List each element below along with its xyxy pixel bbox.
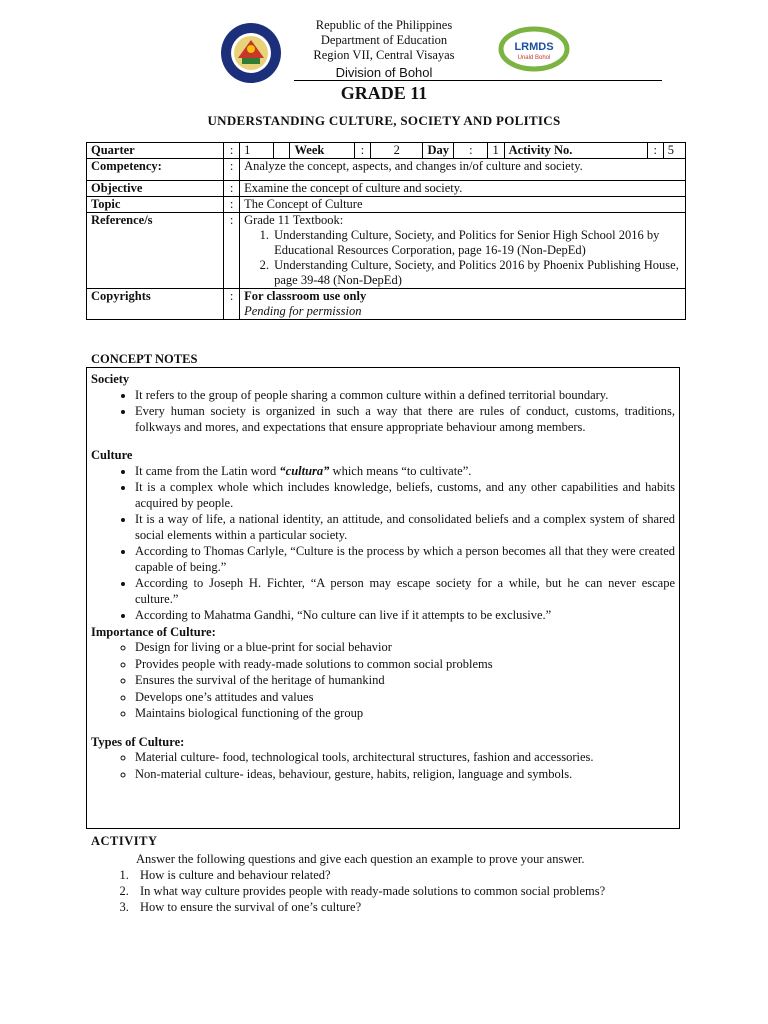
list-item: ◦ Provides people with ready-made solutions to common social problems (135, 657, 675, 673)
colon: : (224, 181, 240, 197)
types-heading: Types of Culture: (91, 734, 185, 749)
society-heading: Society (91, 372, 130, 386)
list-item: • It came from the Latin word “cultura” which means “to cultivate”. (135, 464, 675, 480)
reference-item: 1. Understanding Culture, Society, and Politics for Senior High School 2016 by Educational Resources Corporation, page 16-19 (Non-DepEd) (272, 228, 681, 258)
header-rule (294, 80, 662, 81)
list-item: ◦ Ensures the survival of the heritage of humankind (135, 673, 675, 689)
reference-intro: Grade 11 Textbook: (244, 213, 344, 227)
list-item: • It is a way of life, a national identity, an attitude, and consolidated beliefs and a complex system of shared social elements within a particular society. (135, 512, 675, 543)
grade-title: GRADE 11 (340, 83, 428, 103)
header-division: Division of Bohol (335, 65, 433, 80)
list-item: ◦ Develops one’s attitudes and values (135, 690, 675, 706)
list-item: • According to Joseph H. Fichter, “A person may escape society for a while, but he can never escape culture.” (135, 576, 675, 607)
colon: : (354, 143, 370, 159)
colon: : (224, 213, 240, 289)
copyrights-label: Copyrights (87, 289, 224, 320)
culture-heading: Culture (91, 448, 133, 462)
society-list (91, 388, 675, 436)
topic-value: The Concept of Culture (240, 197, 686, 213)
list-item: • According to Thomas Carlyle, “Culture is the process by which a person becomes all that they were created capable of being.” (135, 544, 675, 575)
colon: : (454, 143, 488, 159)
question-item: 3. How to ensure the survival of one’s culture? (132, 899, 680, 915)
colon: : (224, 289, 240, 320)
topic-label: Topic (87, 197, 224, 213)
lrmds-logo-subtext: Unald Bohol (517, 55, 551, 61)
activity-title: ACTIVITY (91, 834, 158, 848)
concept-notes-box (86, 367, 680, 829)
colon: : (224, 143, 240, 159)
row-topic (87, 197, 686, 213)
row-copyrights (87, 289, 686, 320)
list-item: ◦ Non-material culture- ideas, behaviour, gesture, habits, religion, language and symbols. (135, 767, 675, 783)
lrmds-logo-text: LRMDS (514, 41, 554, 53)
importance-heading: Importance of Culture: (91, 624, 216, 639)
question-item: 1. How is culture and behaviour related? (132, 867, 680, 883)
list-item: ◦ Material culture- food, technological tools, architectural structures, fashion and accessories. (135, 750, 675, 766)
activity-body (86, 851, 680, 915)
row-references (87, 213, 686, 289)
activity-intro: Answer the following questions and give each question an example to prove your answer. (136, 852, 585, 866)
activity-label: Activity No. (504, 143, 647, 159)
latin-word: “cultura” (279, 463, 330, 478)
colon: : (224, 197, 240, 213)
objective-value: Examine the concept of culture and society. (240, 181, 686, 197)
row-competency (87, 159, 686, 181)
reference-list (244, 228, 681, 288)
list-item: • According to Mahatma Gandhi, “No culture can live if it attempts to be exclusive.” (135, 608, 675, 624)
copyrights-line2: Pending for permission (244, 304, 362, 318)
types-list (91, 750, 675, 782)
day-value: 1 (488, 143, 504, 159)
quarter-label: Quarter (87, 143, 224, 159)
header-line-republic: Republic of the Philippines (315, 18, 453, 32)
competency-label: Competency: (87, 159, 224, 181)
list-item: ◦ Maintains biological functioning of the group (135, 706, 675, 722)
list-item: • It is a complex whole which includes knowledge, beliefs, customs, and any other capabilities and habits acquired by people. (135, 480, 675, 511)
list-item: • Every human society is organized in such a way that there are rules of conduct, customs, traditions, folkways and mores, and expectations that ensure appropriate behaviour among members. (135, 404, 675, 435)
activity-questions (86, 867, 680, 915)
header-address (0, 18, 768, 63)
quarter-value: 1 (240, 143, 274, 159)
reference-value (240, 213, 686, 289)
list-item: ◦ Design for living or a blue-print for social behavior (135, 640, 675, 656)
row-quarter-week-day-activity (87, 143, 686, 159)
copyrights-value (240, 289, 686, 320)
header-line-region: Region VII, Central Visayas (313, 48, 455, 62)
concept-notes-title: CONCEPT NOTES (91, 352, 198, 366)
row-objective (87, 181, 686, 197)
subject-title: UNDERSTANDING CULTURE, SOCIETY AND POLITICS (207, 113, 561, 128)
day-label: Day (423, 143, 454, 159)
activity-value: 5 (663, 143, 685, 159)
lesson-info-table (86, 142, 686, 320)
week-value: 2 (371, 143, 423, 159)
objective-label: Objective (87, 181, 224, 197)
week-label: Week (290, 143, 354, 159)
reference-label: Reference/s (87, 213, 224, 289)
copyrights-line1: For classroom use only (244, 289, 367, 303)
competency-value: Analyze the concept, aspects, and changes in/of culture and society. (240, 159, 686, 181)
colon: : (224, 159, 240, 181)
header-line-department: Department of Education (320, 33, 448, 47)
culture-list (91, 464, 675, 624)
reference-item: 2. Understanding Culture, Society, and Politics 2016 by Phoenix Publishing House, page 39-48 (Non-DepEd) (272, 258, 681, 288)
question-item: 2. In what way culture provides people with ready-made solutions to common social problems? (132, 883, 680, 899)
list-item: • It refers to the group of people sharing a common culture within a defined territorial boundary. (135, 388, 675, 404)
colon: : (647, 143, 663, 159)
importance-list (91, 640, 675, 722)
